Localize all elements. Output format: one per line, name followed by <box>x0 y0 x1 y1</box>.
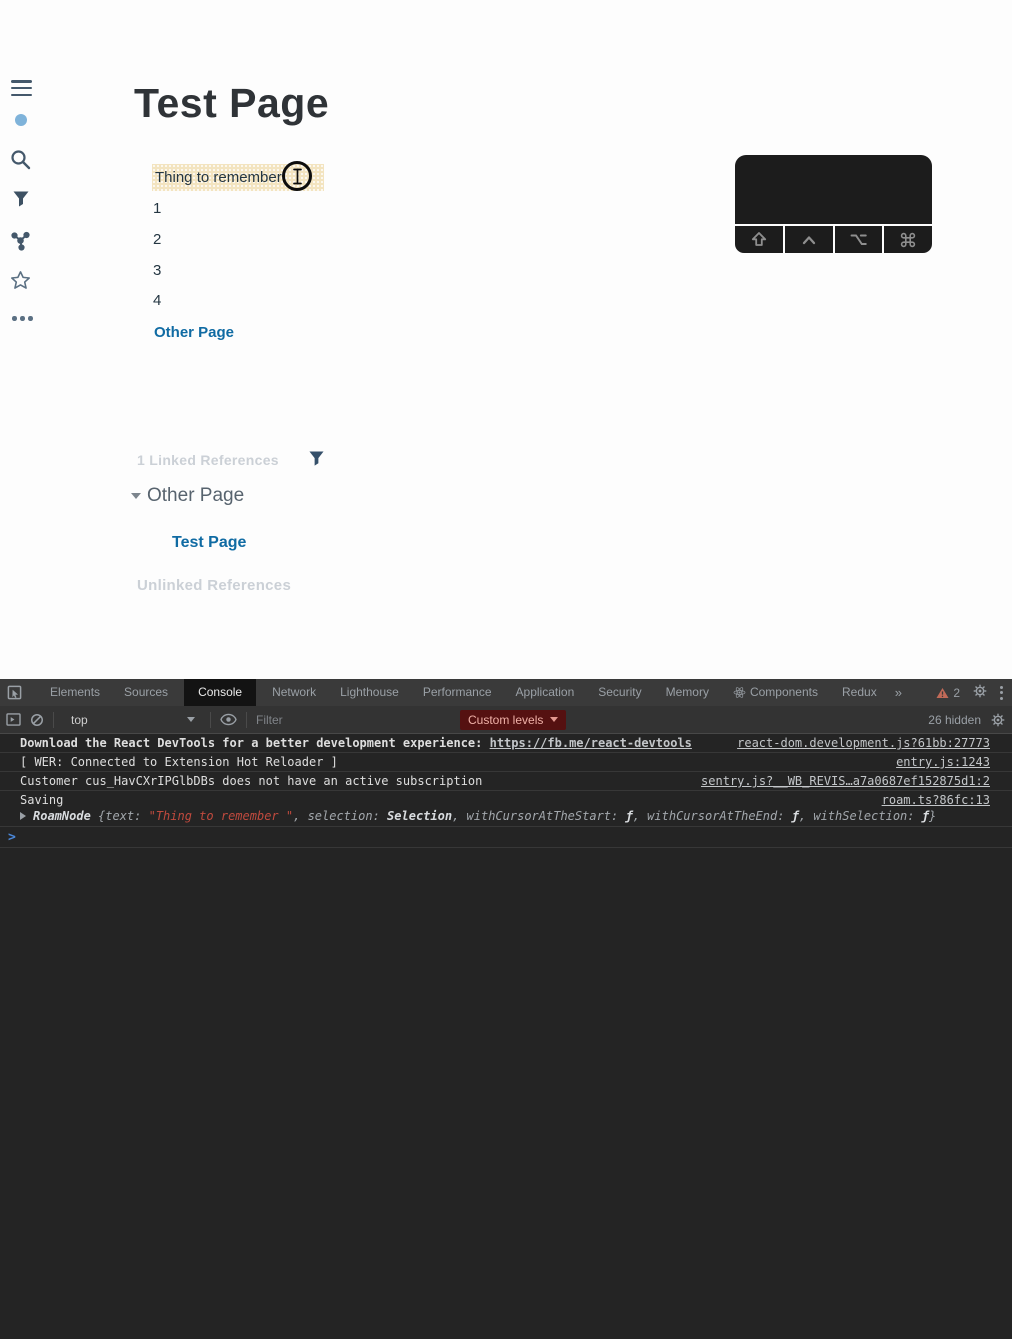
menu-icon[interactable] <box>11 80 32 100</box>
keystroke-display <box>735 155 932 224</box>
tab-redux[interactable]: Redux <box>842 685 877 699</box>
message-text: Download the React DevTools for a better development experience: <box>20 736 490 750</box>
tab-lighthouse[interactable]: Lighthouse <box>340 685 399 699</box>
chevron-down-icon <box>187 717 195 722</box>
preview-punctuation: , <box>798 809 814 823</box>
tab-application[interactable]: Application <box>515 685 575 699</box>
more-options-icon[interactable] <box>12 316 33 321</box>
inspect-element-icon[interactable] <box>7 685 22 700</box>
console-message-text <box>20 736 721 750</box>
object-preview <box>33 809 936 823</box>
message-text: [ WER: Connected to Extension Hot Reloader ] <box>20 755 338 769</box>
live-expression-eye-icon[interactable] <box>220 713 237 726</box>
preview-punctuation: { <box>90 809 106 823</box>
tab-network[interactable]: Network <box>272 685 317 699</box>
console-message <box>0 734 1012 753</box>
console-prompt[interactable] <box>0 827 1012 848</box>
console-messages <box>0 734 1012 848</box>
hidden-messages-count: 26 hidden <box>928 712 981 727</box>
console-message <box>0 791 1012 827</box>
devtools-menu-icon[interactable] <box>1000 686 1003 700</box>
ibeam-cursor-icon <box>292 168 303 185</box>
test-page-reference-link[interactable]: Test Page <box>172 534 247 551</box>
divider <box>246 712 247 728</box>
console-message-link[interactable]: https://fb.me/react-devtools <box>489 736 692 750</box>
console-settings-icon[interactable] <box>991 713 1005 727</box>
tab-memory[interactable]: Memory <box>665 685 709 699</box>
preview-key: text: <box>105 809 149 823</box>
console-source-link[interactable]: entry.js:1243 <box>896 755 990 769</box>
preview-function-value: ƒ <box>625 809 633 823</box>
preview-punctuation: , <box>293 809 308 823</box>
console-source-link[interactable]: roam.ts?86fc:13 <box>881 793 990 807</box>
tab-console[interactable]: Console <box>184 679 256 706</box>
devtools-settings-icon[interactable] <box>973 684 987 701</box>
tab-security[interactable]: Security <box>598 685 642 699</box>
console-sidebar-toggle-icon[interactable] <box>6 713 21 726</box>
tab-components-label: Components <box>749 685 818 699</box>
preview-key: withCursorAtTheEnd: <box>647 809 792 823</box>
block-item[interactable]: 1 <box>153 200 162 217</box>
block-item[interactable]: 4 <box>153 292 162 309</box>
linked-references-heading[interactable]: 1 Linked References <box>137 452 279 468</box>
highlighted-block-text: Thing to remember <box>155 169 282 186</box>
prompt-chevron-icon: > <box>8 829 16 845</box>
chevron-down-icon <box>550 717 558 722</box>
object-class-name: RoamNode <box>33 809 91 823</box>
divider <box>53 712 54 728</box>
option-key-icon <box>835 226 883 253</box>
text-cursor-indicator <box>282 161 312 191</box>
preview-function-value: ƒ <box>791 809 799 823</box>
preview-object-value: Selection <box>387 809 453 823</box>
reference-group-title[interactable]: Other Page <box>147 485 245 506</box>
devtools-tabbar <box>0 679 1012 706</box>
expand-triangle-icon[interactable] <box>20 812 26 820</box>
references-filter-icon[interactable] <box>309 451 324 467</box>
console-message <box>0 772 1012 791</box>
keystroke-overlay <box>735 155 932 253</box>
log-levels-dropdown[interactable] <box>460 710 566 730</box>
preview-key: withCursorAtTheStart: <box>466 809 626 823</box>
console-toolbar <box>0 706 1012 734</box>
tab-components[interactable] <box>728 679 823 706</box>
divider <box>210 712 211 728</box>
modifier-key-row <box>735 226 932 253</box>
tab-performance[interactable]: Performance <box>422 685 492 699</box>
devtools-panel <box>0 679 1012 1339</box>
tab-sources[interactable]: Sources <box>124 685 169 699</box>
context-selector-value: top <box>71 712 88 727</box>
block-item[interactable]: 3 <box>153 262 162 279</box>
shift-key-icon <box>735 226 783 253</box>
other-page-link[interactable]: Other Page <box>154 324 235 341</box>
preview-punctuation: , <box>632 809 648 823</box>
graph-icon[interactable] <box>10 230 31 251</box>
console-filter-input[interactable] <box>256 713 451 727</box>
warning-badge[interactable] <box>936 686 960 700</box>
console-source-link[interactable]: sentry.js?__WB_REVIS…a7a0687ef152875d1:2 <box>701 774 990 788</box>
console-message <box>0 753 1012 772</box>
block-item[interactable]: 2 <box>153 231 162 248</box>
preview-punctuation: , <box>452 809 467 823</box>
preview-key: selection: <box>307 809 388 823</box>
preview-punctuation: } <box>928 809 937 823</box>
collapse-caret-icon[interactable] <box>131 493 141 499</box>
unlinked-references-heading[interactable]: Unlinked References <box>137 577 292 594</box>
warning-triangle-icon <box>936 687 949 699</box>
clear-console-icon[interactable] <box>30 713 44 727</box>
control-key-icon <box>785 226 833 253</box>
preview-string-value: "Thing to remember " <box>148 809 294 823</box>
message-text: Saving <box>20 793 64 807</box>
context-selector[interactable] <box>63 713 201 727</box>
page-title[interactable]: Test Page <box>134 80 330 126</box>
command-key-icon <box>884 226 932 253</box>
search-icon[interactable] <box>10 149 31 170</box>
star-icon[interactable] <box>10 270 31 291</box>
more-tabs-chevron[interactable]: » <box>894 685 902 700</box>
console-source-link[interactable]: react-dom.development.js?61bb:27773 <box>737 736 990 750</box>
log-levels-label: Custom levels <box>468 712 544 727</box>
preview-key: withSelection: <box>813 809 922 823</box>
warning-count: 2 <box>953 685 960 700</box>
sync-status-dot-icon <box>15 114 27 126</box>
filter-icon[interactable] <box>13 191 29 208</box>
preview-function-value: ƒ <box>921 809 929 823</box>
react-atom-icon <box>733 686 746 699</box>
tab-elements[interactable]: Elements <box>50 685 101 699</box>
message-text: Customer cus_HavCXrIPGlbDBs does not have an active subscription <box>20 774 483 788</box>
